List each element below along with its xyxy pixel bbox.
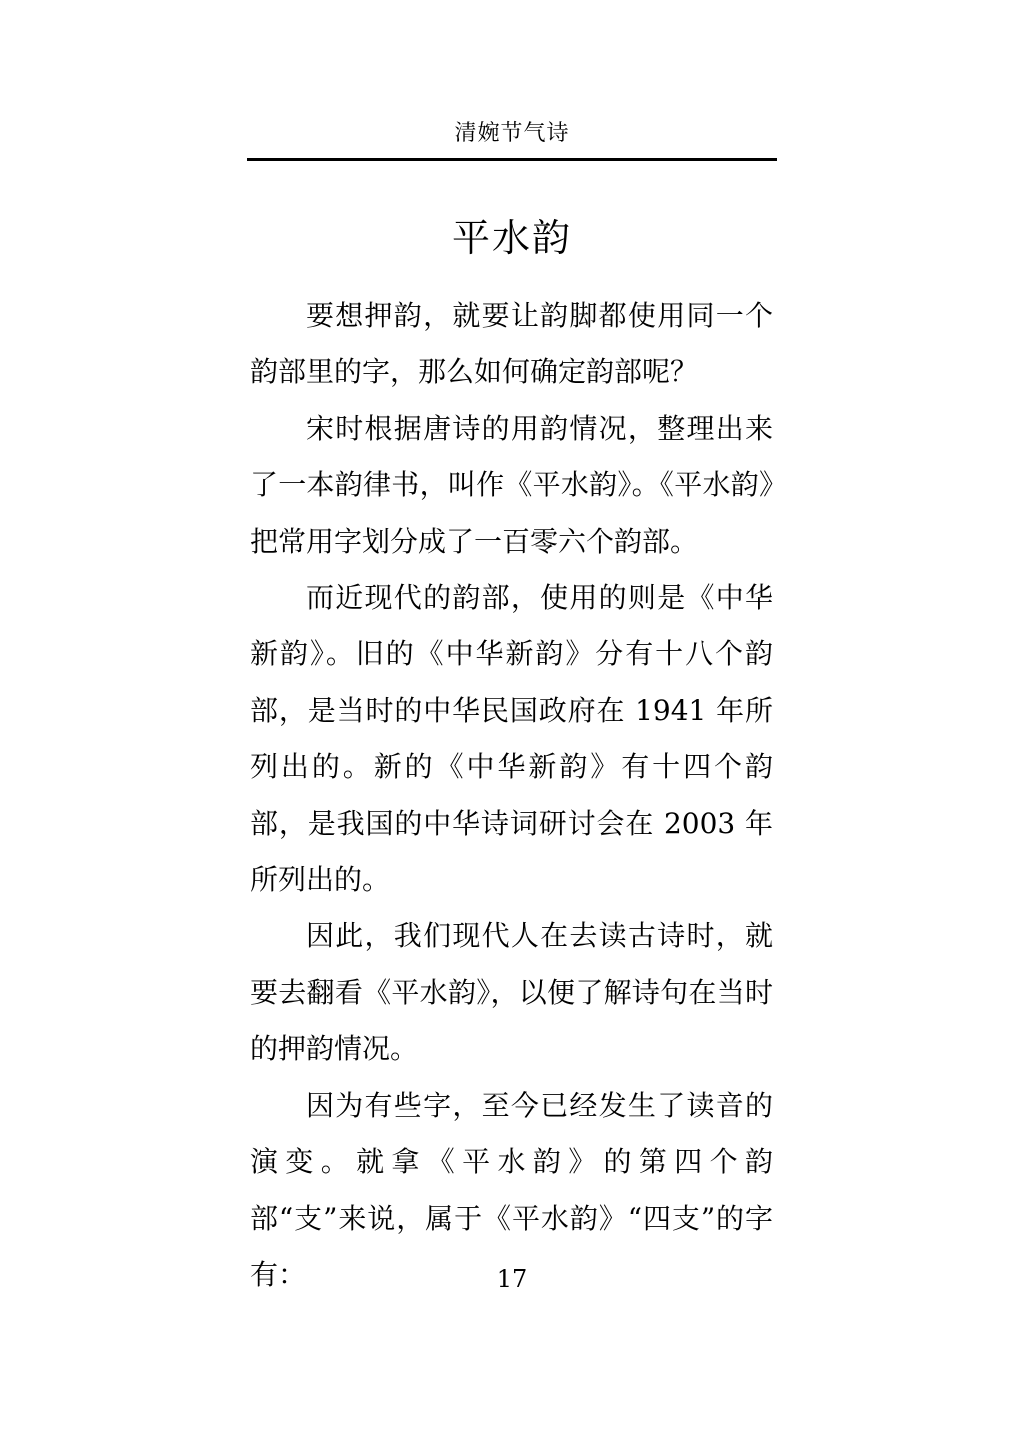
- chapter-title: 平水韵: [451, 216, 572, 260]
- paragraph-1: 要想押韵，就要让韵脚都使用同一个韵部里的字，那么如何确定韵部呢？: [250, 299, 773, 389]
- paragraph-3: 而近现代的韵部，使用的则是《中华新韵》。旧的《中华新韵》分有十八个韵部，是当时的中华民国政府在 1941 年所列出的。新的《中华新韵》有十四个韵部，是我国的中华诗词研讨会在 2003 年所列出的。: [250, 581, 773, 897]
- body-text: [250, 288, 773, 1303]
- running-header: 清婉节气诗: [454, 121, 570, 146]
- page-number: 17: [496, 1265, 528, 1293]
- paragraph-4: 因此，我们现代人在去读古诗时，就要去翻看《平水韵》，以便了解诗句在当时的押韵情况。: [250, 919, 773, 1066]
- paragraph-2: 宋时根据唐诗的用韵情况，整理出来了一本韵律书，叫作《平水韵》。《平水韵》把常用字划分成了一百零六个韵部。: [250, 411, 773, 558]
- paragraph-5: 因为有些字，至今已经发生了读音的演变。就拿《平水韵》的第四个韵部“支”来说，属于《平水韵》“四支”的字有：: [250, 1088, 773, 1291]
- header-divider: [247, 158, 777, 161]
